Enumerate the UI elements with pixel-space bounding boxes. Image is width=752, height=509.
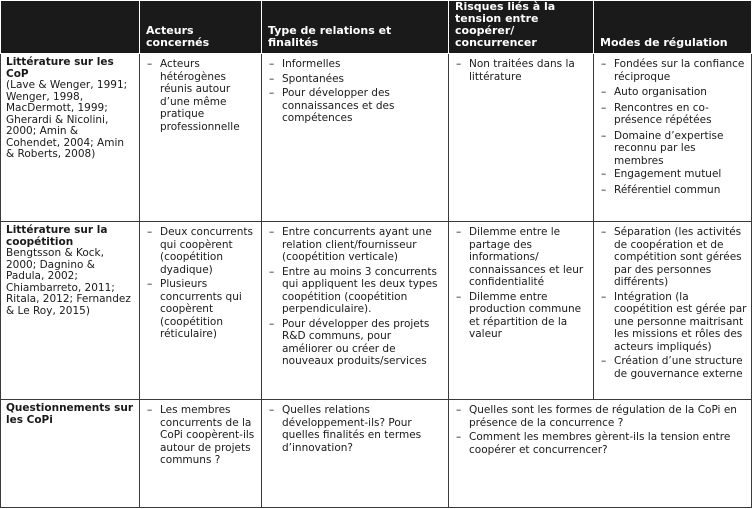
header-row (1, 1, 752, 54)
list-item: – Engagement mutuel (594, 168, 747, 181)
regulation-cell (594, 222, 752, 400)
actors-list (140, 54, 261, 133)
header-risks: Risques liés à la tension entre coopérer/ concurrencer (449, 1, 594, 54)
list-item: – Dilemme entre production commune et répartition de la valeur (449, 291, 589, 341)
list-item: – Intégration (la coopétition est gérée par une personne maitrisant les missions et rôles des acteurs impliqués) (594, 291, 747, 354)
list-item: – Quelles sont les formes de régulation de la CoPi en présence de la concurrence ? (449, 404, 747, 429)
row-label-cell (1, 222, 140, 400)
list-item: – Dilemme entre le partage des informations/ connaissances et leur confidentialité (449, 226, 589, 289)
merged-questions-cell (449, 400, 752, 508)
list-item: – Pour développer des connaissances et des compétences (262, 87, 444, 125)
actors-list (140, 400, 261, 467)
actors-cell (140, 400, 262, 508)
relations-cell (262, 54, 449, 222)
list-item: – Plusieurs concurrents qui coopèrent (coopétition réticulaire) (140, 278, 257, 341)
list-item: – Spontanées (262, 73, 444, 86)
list-item: – Entre concurrents ayant une relation client/fournisseur (coopétition verticale) (262, 226, 444, 264)
list-item: – Domaine d’expertise reconnu par les membres (594, 130, 747, 168)
list-item: – Séparation (les activités de coopération et de compétition sont gérées par des personnes différents) (594, 226, 747, 289)
relations-cell (262, 400, 449, 508)
list-item: – Informelles (262, 58, 444, 71)
actors-cell (140, 54, 262, 222)
row-references: (Lave & Wenger, 1991; Wenger, 1998, MacDermott, 1999; Gherardi & Nicolini, 2000; Amin & Cohendet, 2004; Amin & Roberts, 2008) (6, 79, 128, 160)
list-item: – Acteurs hétérogènes réunis autour d’une même pratique professionnelle (140, 58, 257, 133)
list-item: – Création d’une structure de gouvernance externe (594, 355, 747, 380)
row-label-cell (1, 400, 140, 508)
relations-list (262, 54, 448, 125)
list-item: – Fondées sur la confiance réciproque (594, 58, 747, 83)
table-row-copi (1, 400, 752, 508)
relations-list (262, 222, 448, 368)
risks-list (449, 54, 593, 83)
table-row-cop (1, 54, 752, 222)
row-label: Littérature sur la coopétition (6, 224, 108, 248)
list-item: – Rencontres en co-présence répétées (594, 102, 747, 127)
header-regulation: Modes de régulation (594, 1, 752, 54)
list-item: – Quelles relations développement-ils? Pour quelles finalités en termes d’innovation? (262, 404, 444, 454)
regulation-list (594, 222, 751, 380)
regulation-list (594, 54, 751, 196)
row-references: Bengtsson & Kock, 2000; Dagnino & Padula, 2002; Chiambarreto, 2011; Ritala, 2012; Fernandez & Le Roy, 2015) (6, 247, 131, 317)
relations-cell (262, 222, 449, 400)
relations-list (262, 400, 448, 454)
regulation-cell (594, 54, 752, 222)
risks-cell (449, 54, 594, 222)
row-label: Littérature sur les CoP (6, 56, 114, 80)
actors-cell (140, 222, 262, 400)
header-corner-cell (1, 1, 140, 54)
list-item: – Comment les membres gèrent-ils la tension entre coopérer et concurrencer? (449, 431, 747, 456)
risks-list (449, 222, 593, 341)
row-label: Questionnements sur les CoPi (6, 402, 134, 426)
header-relations: Type de relations et finalités (262, 1, 449, 54)
list-item: – Pour développer des projets R&D communs, pour améliorer ou créer de nouveaux produits/services (262, 318, 444, 368)
list-item: – Deux concurrents qui coopèrent (coopétition dyadique) (140, 226, 257, 276)
list-item: – Auto organisation (594, 86, 747, 99)
list-item: – Référentiel commun (594, 184, 747, 197)
actors-list (140, 222, 261, 341)
list-item: – Entre au moins 3 concurrents qui appliquent les deux types coopétition (coopétition perpendiculaire). (262, 266, 444, 316)
header-actors: Acteurs concernés (140, 1, 262, 54)
list-item: – Non traitées dans la littérature (449, 58, 589, 83)
list-item: – Les membres concurrents de la CoPi coopèrent-ils autour de projets communs ? (140, 404, 257, 467)
row-label-cell (1, 54, 140, 222)
table-row-coopetition (1, 222, 752, 400)
risks-cell (449, 222, 594, 400)
questions-list (449, 400, 751, 456)
